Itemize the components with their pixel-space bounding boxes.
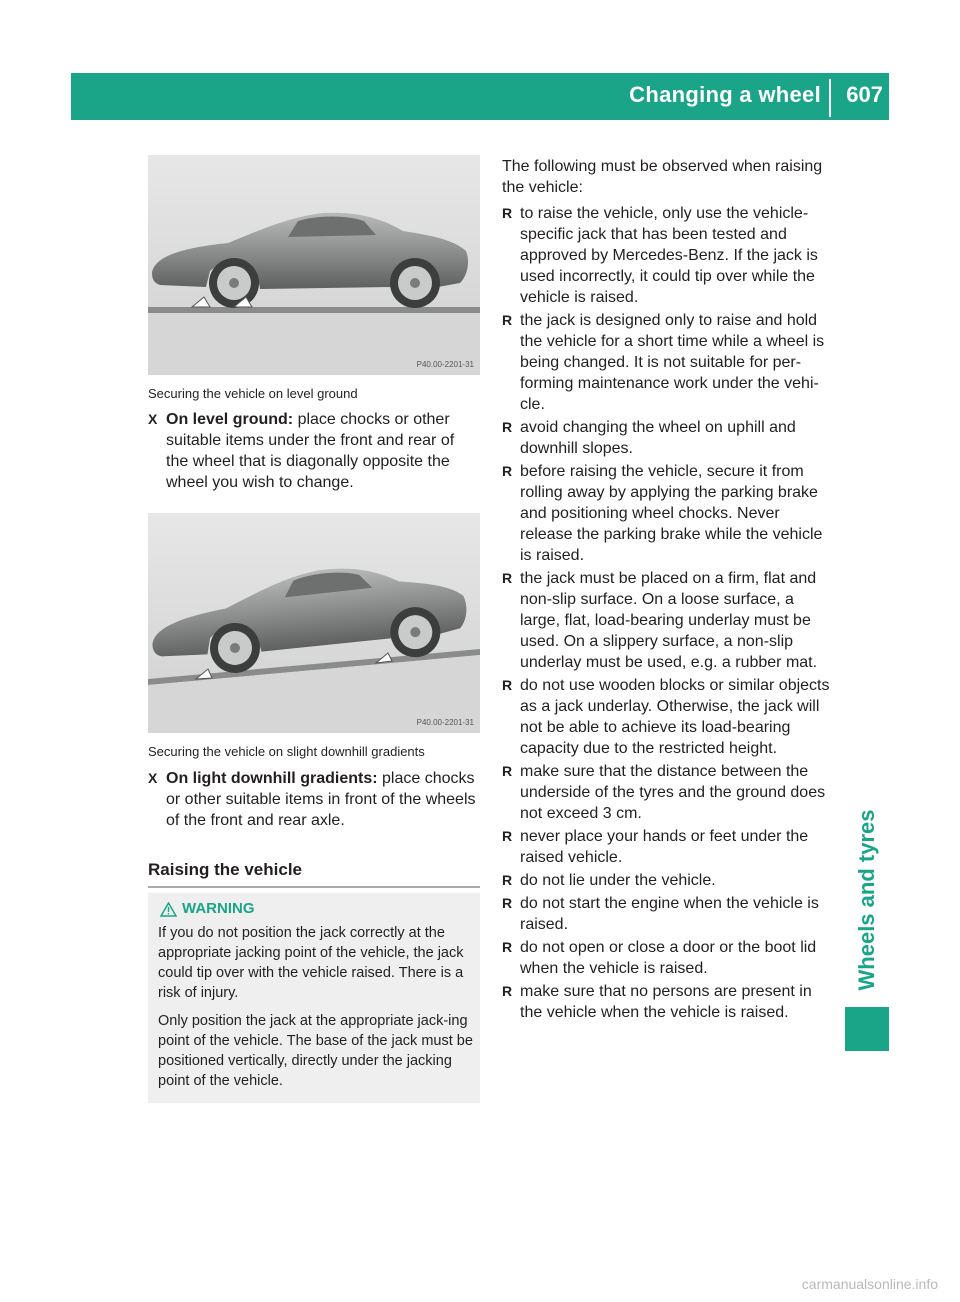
bullet-icon: R	[502, 763, 513, 779]
page-number: 607	[846, 82, 883, 107]
list-item: R never place your hands or feet under the raised vehicle.	[502, 828, 809, 866]
car-illustration-downhill	[148, 513, 480, 733]
warning-triangle-icon	[160, 902, 177, 917]
bullet-icon: R	[502, 828, 513, 844]
step-lead: On light downhill gradients:	[166, 770, 378, 787]
list-item: R make sure that the distance between the underside of the tyres and the ground does not exceed 3 cm.	[502, 763, 826, 822]
warning-text: If you do not position the jack correctly at the appropriate jacking point of the vehicle, the jack could tip over with the vehicle raised. There is a risk of injury.	[158, 925, 464, 1001]
bullet-icon: R	[502, 939, 513, 955]
list-item: R the jack must be placed on a firm, flat and non-slip surface. On a loose surface, a large, flat, load-bearing underlay must be used. On a slippery surface, a non-slip underlay must be used, e.g. a rubber mat.	[502, 570, 818, 671]
figure-caption: Securing the vehicle on level ground	[148, 386, 358, 401]
list-item: R do not use wooden blocks or similar objects as a jack underlay. Otherwise, the jack will not be able to achieve its load-bearing capacity due to the restricted height.	[502, 677, 830, 757]
list-item: R before raising the vehicle, secure it from rolling away by applying the parking brake and positioning wheel chocks. Never release the parking brake while the vehicle is raised.	[502, 463, 823, 564]
warning-text: Only position the jack at the appropriate jack-ing point of the vehicle. The base of the jack must be positioned vertically, directly under the jacking point of the vehicle.	[158, 1013, 473, 1089]
list-item: R to raise the vehicle, only use the vehicle-specific jack that has been tested and approved by Mercedes-Benz. If the jack is used incorrectly, it could tip over while the vehicle is raised.	[502, 205, 818, 306]
intro-text: The following must be observed when raising the vehicle:	[502, 158, 823, 196]
instruction-step	[148, 409, 480, 493]
warning-label: WARNING	[182, 900, 255, 917]
bullet-icon: R	[502, 983, 513, 999]
figure-downhill	[148, 513, 480, 733]
figure-level-ground	[148, 155, 480, 375]
bullet-icon: R	[502, 463, 513, 479]
arrow-x-icon: X	[148, 411, 158, 427]
car-illustration-level	[148, 155, 480, 375]
precaution-list	[502, 203, 836, 1025]
list-item: R do not open or close a door or the boot lid when the vehicle is raised.	[502, 939, 817, 977]
bullet-icon: R	[502, 872, 513, 888]
side-tab-label: Wheels and tyres	[854, 809, 879, 991]
section-heading: Raising the vehicle	[148, 860, 302, 879]
bullet-icon: R	[502, 895, 513, 911]
list-item: R do not start the engine when the vehicle is raised.	[502, 895, 819, 933]
bullet-icon: R	[502, 677, 513, 693]
warning-box	[148, 893, 480, 1103]
list-item: R do not lie under the vehicle.	[502, 872, 716, 889]
bullet-icon: R	[502, 312, 513, 328]
footer-watermark[interactable]: carmanualsonline.info	[801, 1276, 938, 1292]
step-lead: On level ground:	[166, 411, 294, 428]
section-divider	[148, 886, 480, 888]
list-item: R the jack is designed only to raise and hold the vehicle for a short time while a wheel is being changed. It is not suitable for per-forming maintenance work under the vehi-cle.	[502, 312, 825, 413]
step-text: place chocks or other suitable items in front of the wheels of the front and rear axle.	[166, 770, 476, 829]
bullet-icon: R	[502, 205, 513, 221]
side-tab-block	[845, 1007, 889, 1051]
chapter-title: Changing a wheel	[629, 82, 821, 107]
list-item: R avoid changing the wheel on uphill and downhill slopes.	[502, 419, 796, 457]
figure-caption: Securing the vehicle on slight downhill gradients	[148, 744, 425, 759]
header-divider	[829, 79, 831, 117]
bullet-icon: R	[502, 570, 513, 586]
page-header	[71, 73, 889, 120]
step-text: place chocks or other suitable items under the front and rear of the wheel that is diagonally opposite the wheel you wish to change.	[166, 411, 455, 491]
figure-code: P40.00-2201-31	[416, 718, 474, 727]
instruction-step	[148, 768, 480, 831]
list-item: R make sure that no persons are present in the vehicle when the vehicle is raised.	[502, 983, 812, 1021]
side-tab	[845, 800, 889, 1000]
arrow-x-icon: X	[148, 770, 158, 786]
figure-code: P40.00-2201-31	[416, 360, 474, 369]
bullet-icon: R	[502, 419, 513, 435]
